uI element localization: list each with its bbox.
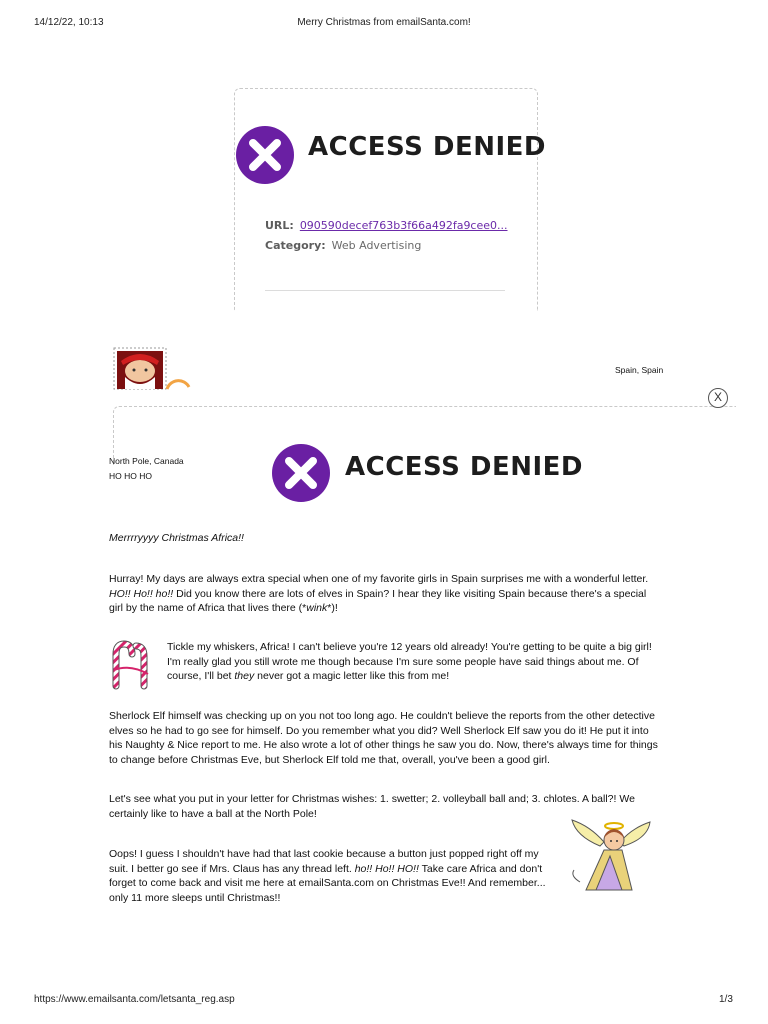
angel-image xyxy=(570,816,652,892)
print-datetime: 14/12/22, 10:13 xyxy=(34,17,104,28)
category-value: Web Advertising xyxy=(331,239,422,252)
access-denied-title: ACCESS DENIED xyxy=(308,132,546,162)
url-label: URL: xyxy=(265,219,294,232)
text-run: Hurray! My days are always extra special when one of my favorite girls in Spain surprises me with a wonderful letter. xyxy=(109,573,649,585)
blocked-url-row xyxy=(265,219,508,232)
text-run: Take care Africa and don't forget to come back and visit me here at emailSanta.com on Christmas Eve!! And remember... only 11 more sleeps until Christmas!! xyxy=(109,862,546,904)
text-run: *)! xyxy=(327,602,338,614)
from-line-2: HO HO HO xyxy=(109,471,152,481)
text-run: Did you know there are lots of elves in Spain? I hear they like visiting Spain because there's a special girl by the name of Africa that lives there (* xyxy=(109,587,647,614)
close-button[interactable]: X xyxy=(708,388,728,408)
blocked-ad-panel xyxy=(234,88,546,311)
from-address xyxy=(109,456,184,468)
text-run: never got a magic letter like this from me! xyxy=(254,670,450,682)
print-url: https://www.emailsanta.com/letsanta_reg.asp xyxy=(34,994,235,1005)
from-address-text: North Pole, Canada xyxy=(109,456,184,466)
santa-stamp-image xyxy=(113,347,193,389)
letter-paragraph-5 xyxy=(109,847,551,905)
letter-greeting: Merrrryyyy Christmas Africa!! xyxy=(109,532,244,544)
text-run: they xyxy=(234,670,255,682)
candy-cane-image xyxy=(108,640,154,688)
print-page-title: Merry Christmas from emailSanta.com! xyxy=(297,17,471,28)
access-denied-title: ACCESS DENIED xyxy=(345,452,583,482)
text-run: HO!! Ho!! ho!! xyxy=(109,587,174,600)
print-page-number: 1/3 xyxy=(719,994,733,1005)
blocked-category-row xyxy=(265,239,421,252)
access-denied-icon xyxy=(236,126,294,184)
text-run: ho!! Ho!! HO!! xyxy=(354,862,419,875)
text-run: wink xyxy=(306,602,328,614)
letter-paragraph-1 xyxy=(109,572,661,616)
access-denied-icon xyxy=(272,444,330,502)
letter-location: Spain, Spain xyxy=(615,365,664,375)
letter-paragraph-2 xyxy=(167,640,661,684)
divider xyxy=(265,290,505,291)
text-run: Tickle my whiskers, Africa! I can't believe you're 12 years old already! You're getting to be quite a big girl! I'm really glad you still wrote me though because I'm sure some people have said things about me. Of course, I'll bet xyxy=(167,641,652,682)
letter-paragraph-3: Sherlock Elf himself was checking up on you not too long ago. He couldn't believe the reports from the other detective elves so he had to go see for himself. Do you remember what you did? Well Sherlock Elf saw you do it! He put it into his Naughty & Nice report to me. He also wrote a lot of other things he saw you do. Now, there's always time for things to change before Christmas Eve, but Sherlock Elf told me that, overall, you've been a good girl. xyxy=(109,710,658,766)
text-run: Oops! I guess I shouldn't have had that last cookie because a button just popped right off my suit. I better go see if Mrs. Claus has any thread left. xyxy=(109,848,539,875)
blocked-url-link[interactable]: 090590decef763b3f66a492fa9cee0... xyxy=(299,219,508,232)
category-label: Category: xyxy=(265,239,326,252)
letter-paragraph-4: Let's see what you put in your letter for Christmas wishes: 1. swetter; 2. volleyball ball and; 3. chlotes. A ball?! We certainly like to have a ball at the North Pole! xyxy=(109,793,635,820)
